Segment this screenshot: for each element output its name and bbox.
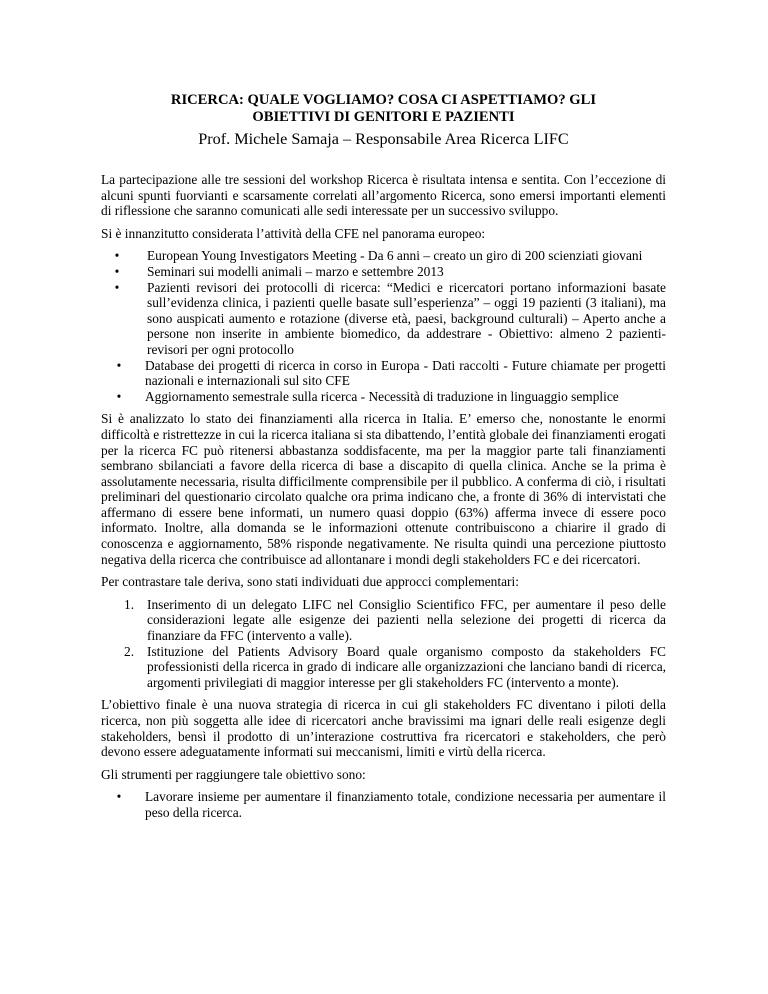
bullet-icon: • <box>116 388 122 404</box>
bullet-icon: • <box>116 357 122 373</box>
bullet-icon: • <box>114 263 120 279</box>
list-item <box>101 264 666 280</box>
paragraph-funding: Si è analizzato lo stato dei finanziamenti alla ricerca in Italia. E’ emerso che, nonostante le enormi difficoltà e ristrettezze in cui la ricerca italiana si sta dibattendo, l’entità globale dei finanziamenti erogati per la ricerca FC può ritenersi abbastanza soddisfacente, ma per la maggior parte tali finanziamenti sembrano sbilanciati a favore della ricerca di base a discapito di quella clinica. Anche se la prima è assolutamente necessaria, risulta difficilmente comprensibile per il pubblico. A conferma di ciò, i risultati preliminari del questionario circolato qualche ora prima indicano che, a fronte di 36% di intervistati che affermano di essere bene informati, un numero quasi doppio (63%) afferma invece di essere poco informato. Inoltre, alla domanda se le informazioni ottenute contribuiscono a chiarire il grado di conoscenza e aggiornamento, 58% risponde negativamente. Ne risulta quindi una percezione piuttosto negativa della ricerca che contribuisce ad allontanare i mondi degli stakeholders FC e dei ricercatori. <box>101 411 666 567</box>
list-item <box>101 389 666 405</box>
document-subtitle: Prof. Michele Samaja – Responsabile Area Ricerca LIFC <box>198 130 569 148</box>
list-item <box>101 280 666 358</box>
title-line-1: RICERCA: QUALE VOGLIAMO? COSA CI ASPETTIAMO? GLI <box>170 92 597 108</box>
bullet-list-tools <box>101 789 666 820</box>
list-item-text: Database dei progetti di ricerca in corso in Europa - Dati raccolti - Future chiamate per progetti nazionali e internazionali sul sito CFE <box>145 357 666 389</box>
list-item-number: 2. <box>124 643 135 659</box>
title-line-2: OBIETTIVI DI GENITORI E PAZIENTI <box>252 109 515 125</box>
list-item-text: Pazienti revisori dei protocolli di ricerca: “Medici e ricercatori portano informazioni basate sull’evidenza clinica, i pazienti quelle basate sull’esperienza” – oggi 19 pazienti (3 italiani), ma sono auspicati aumento e rotazione (diverse età, paesi, background culturali) – Aperto anche a persone non inserite in ambiente biomedico, da addestrare - Obiettivo: almeno 2 pazienti-revisori per ogni protocollo <box>147 279 666 357</box>
list-item <box>101 789 666 820</box>
list-item-text: Seminari sui modelli animali – marzo e settembre 2013 <box>147 263 444 279</box>
list-item <box>101 644 666 691</box>
paragraph-final-objective: L’obiettivo finale è una nuova strategia di ricerca in cui gli stakeholders FC diventano i piloti della ricerca, non più soggetta alle idee di ricercatori anche bravissimi ma ignari delle reali esigenze degli stakeholders, bensì il prodotto di un’interazione costruttiva fra ricercatori e stakeholders, che però devono essere adeguatamente informati sui meccanismi, limiti e virtù della ricerca. <box>101 697 666 760</box>
list-item-text: Aggiornamento semestrale sulla ricerca - Necessità di traduzione in linguaggio semplice <box>145 388 619 404</box>
bullet-icon: • <box>114 248 120 264</box>
list-item-text: Lavorare insieme per aumentare il finanziamento totale, condizione necessaria per aumentare il peso della ricerca. <box>145 789 666 820</box>
list-item-text: Inserimento di un delegato LIFC nel Consiglio Scientifico FFC, per aumentare il peso delle considerazioni legate alle esigenze dei pazienti nella selezione dei progetti di ricerca da finanziare da FFC (intervento a valle). <box>147 596 666 644</box>
paragraph-tools: Gli strumenti per raggiungere tale obiettivo sono: <box>101 766 366 782</box>
bullet-icon: • <box>116 789 122 805</box>
numbered-list-approaches <box>101 597 666 691</box>
paragraph-approaches: Per contrastare tale deriva, sono stati individuati due approcci complementari: <box>101 574 519 590</box>
list-item-number: 1. <box>124 596 135 612</box>
list-item <box>101 358 666 389</box>
list-item <box>101 248 666 264</box>
list-item-text: Istituzione del Patients Advisory Board quale organismo composto da stakeholders FC professionisti della ricerca in grado di indicare alle organizzazioni che lanciano bandi di ricerca, argomenti privilegiati di maggior interesse per gli stakeholders FC (intervento a monte). <box>147 643 666 690</box>
bullet-icon: • <box>114 279 120 295</box>
bullet-list-cfe <box>101 248 666 404</box>
document-title <box>101 92 666 126</box>
list-item-text: European Young Investigators Meeting - Da 6 anni – creato un giro di 200 scienziati giovani <box>147 248 643 264</box>
paragraph-cfe-activity: Si è innanzitutto considerata l’attività della CFE nel panorama europeo: <box>101 225 486 241</box>
list-item <box>101 597 666 644</box>
paragraph-intro: La partecipazione alle tre sessioni del workshop Ricerca è risultata intensa e sentita. Con l’eccezione di alcuni spunti fuorvianti e scarsamente correlati all’argomento Ricerca, sono emersi importanti elementi di riflessione che saranno comunicati alle sedi interessate per un successivo sviluppo. <box>101 172 666 219</box>
